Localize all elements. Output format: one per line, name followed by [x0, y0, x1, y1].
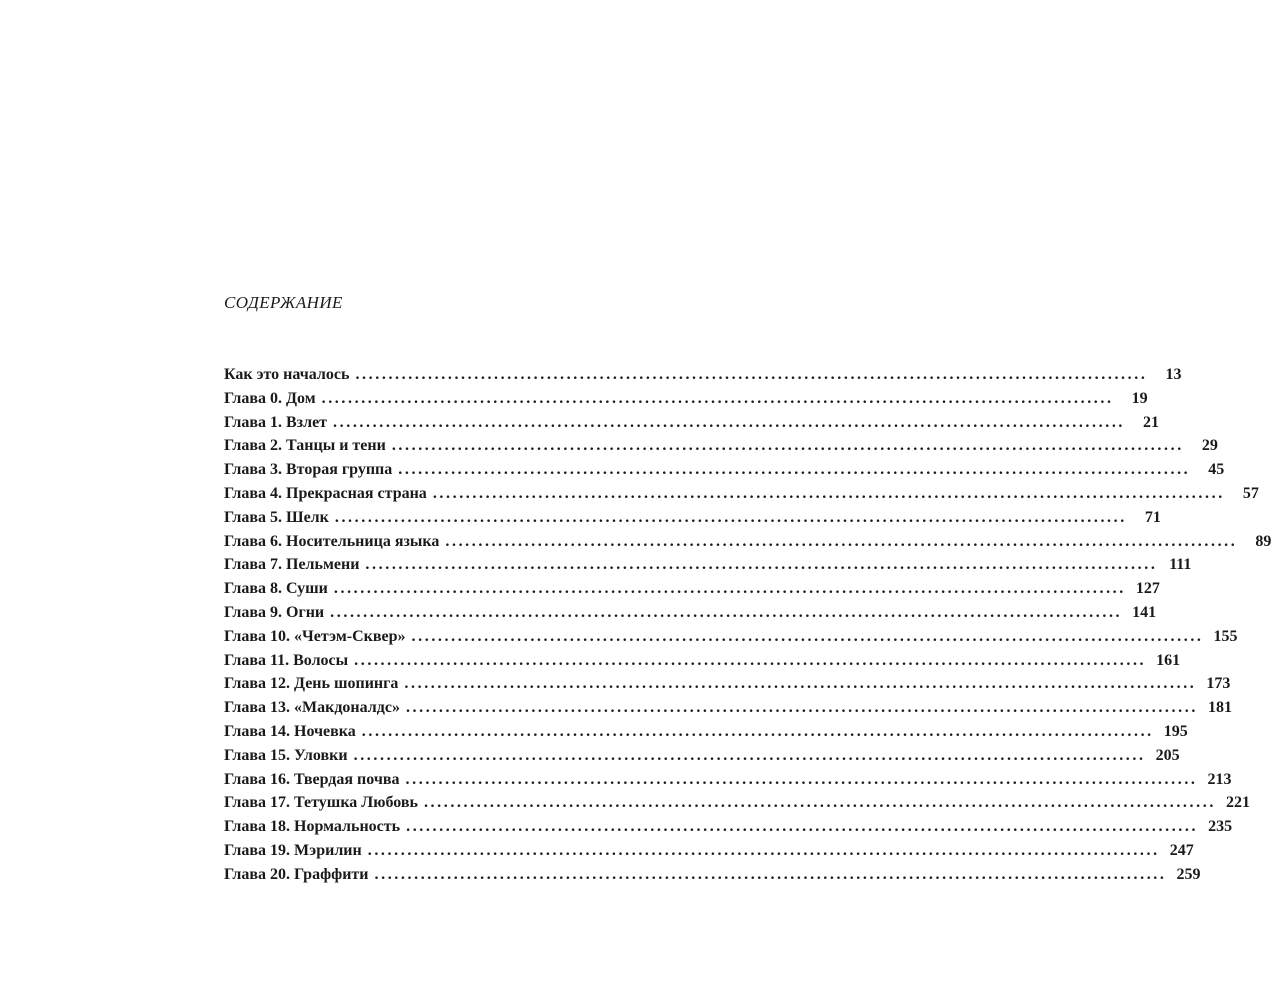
toc-entry — [224, 699, 1232, 723]
toc-entry-title: Глава 6. Носительница языка — [224, 532, 440, 550]
toc-entry-title: Глава 19. Мэрилин — [224, 841, 362, 859]
toc-entry-page: 45 — [1208, 461, 1225, 479]
toc-entry-page: 213 — [1207, 770, 1232, 788]
toc-entry — [224, 580, 1160, 604]
toc-dot-leader: ........................................................................................................................ — [330, 603, 1123, 621]
toc-dot-leader: ........................................................................................................................ — [405, 699, 1198, 717]
toc-heading: СОДЕРЖАНИЕ — [224, 293, 343, 312]
toc-entry-page: 141 — [1132, 603, 1157, 621]
toc-entry — [224, 651, 1181, 676]
toc-dot-leader: ........................................................................................................................ — [398, 461, 1191, 479]
toc-entry-page: 235 — [1208, 818, 1233, 836]
toc-dot-leader: ........................................................................................................................ — [404, 675, 1197, 693]
toc-entry-title: Глава 14. Ночевка — [224, 722, 356, 740]
toc-dot-leader: ........................................................................................................................ — [374, 865, 1167, 883]
toc-entry — [224, 437, 1218, 461]
table-of-contents — [224, 366, 1271, 890]
toc-dot-leader: ........................................................................................................................ — [353, 746, 1146, 764]
toc-entry-page: 89 — [1255, 532, 1271, 550]
toc-dot-leader: ........................................................................................................................ — [333, 413, 1126, 431]
toc-entry-title: Глава 17. Тетушка Любовь — [224, 794, 418, 812]
toc-entry-title: Как это началось — [224, 366, 350, 383]
toc-entry-page: 57 — [1242, 484, 1259, 502]
toc-entry — [224, 389, 1148, 414]
toc-entry-page: 161 — [1156, 651, 1181, 669]
toc-entry-title: Глава 18. Нормальность — [224, 818, 401, 836]
toc-dot-leader: ........................................................................................................................ — [423, 794, 1216, 812]
toc-entry — [224, 770, 1232, 795]
toc-entry — [224, 484, 1259, 509]
toc-entry — [224, 841, 1194, 866]
toc-entry-title: Глава 13. «Макдоналдс» — [224, 699, 400, 717]
toc-dot-leader: ........................................................................................................................ — [355, 366, 1148, 383]
toc-dot-leader: ........................................................................................................................ — [365, 556, 1158, 574]
toc-entry-title: Глава 5. Шелк — [224, 508, 329, 526]
toc-entry-title: Глава 1. Взлет — [224, 413, 328, 431]
toc-entry-page: 127 — [1135, 580, 1160, 598]
toc-entry — [224, 794, 1250, 818]
toc-entry — [224, 627, 1238, 652]
toc-entry-page: 155 — [1213, 627, 1238, 645]
toc-entry — [224, 556, 1192, 580]
toc-dot-leader: ........................................................................................................................ — [321, 389, 1114, 407]
toc-entry-page: 181 — [1207, 699, 1232, 717]
toc-entry-title: Глава 2. Танцы и тени — [224, 437, 386, 455]
toc-dot-leader: ........................................................................................................................ — [354, 651, 1147, 669]
toc-entry-title: Глава 0. Дом — [224, 389, 316, 407]
toc-dot-leader: ........................................................................................................................ — [333, 580, 1126, 598]
toc-dot-leader: ........................................................................................................................ — [334, 508, 1127, 526]
toc-dot-leader: ........................................................................................................................ — [411, 627, 1204, 645]
toc-entry-title: Глава 12. День шопинга — [224, 675, 399, 693]
toc-entry-title: Глава 3. Вторая группа — [224, 461, 393, 479]
toc-entry-page: 21 — [1143, 413, 1160, 431]
toc-entry — [224, 675, 1231, 699]
toc-entry-title: Глава 11. Волосы — [224, 651, 349, 669]
toc-entry — [224, 746, 1180, 771]
toc-entry-page: 71 — [1144, 508, 1161, 526]
toc-entry-title: Глава 20. Граффити — [224, 865, 369, 883]
toc-entry — [224, 366, 1182, 390]
toc-entry-page: 111 — [1169, 556, 1192, 574]
toc-entry — [224, 603, 1157, 628]
toc-entry — [224, 532, 1271, 557]
toc-dot-leader: ........................................................................................................................ — [405, 770, 1198, 788]
toc-dot-leader: ........................................................................................................................ — [406, 818, 1199, 836]
toc-entry-title: Глава 8. Суши — [224, 580, 328, 598]
toc-entry-page: 19 — [1131, 389, 1148, 407]
toc-entry-title: Глава 7. Пельмени — [224, 556, 360, 574]
toc-dot-leader: ........................................................................................................................ — [361, 722, 1154, 740]
toc-entry-title: Глава 10. «Четэм-Сквер» — [224, 627, 406, 645]
toc-entry-title: Глава 9. Огни — [224, 603, 325, 621]
toc-dot-leader: ........................................................................................................................ — [432, 484, 1225, 502]
toc-entry-page: 13 — [1165, 366, 1182, 383]
toc-entry — [224, 865, 1201, 890]
toc-dot-leader: ........................................................................................................................ — [445, 532, 1238, 550]
toc-entry-page: 29 — [1201, 437, 1218, 455]
toc-entry — [224, 818, 1233, 842]
toc-entry-title: Глава 15. Уловки — [224, 746, 348, 764]
toc-entry — [224, 722, 1188, 747]
toc-dot-leader: ........................................................................................................................ — [391, 437, 1184, 455]
toc-entry-title: Глава 16. Твердая почва — [224, 770, 400, 788]
toc-entry — [224, 508, 1161, 533]
toc-entry-page: 221 — [1225, 794, 1250, 812]
toc-entry-page: 247 — [1169, 841, 1194, 859]
toc-entry — [224, 413, 1160, 438]
toc-dot-leader: ........................................................................................................................ — [367, 841, 1160, 859]
toc-entry-title: Глава 4. Прекрасная страна — [224, 484, 427, 502]
toc-entry — [224, 461, 1225, 485]
toc-entry-page: 195 — [1163, 722, 1188, 740]
toc-entry-page: 173 — [1206, 675, 1231, 693]
toc-entry-page: 259 — [1176, 865, 1201, 883]
toc-entry-page: 205 — [1155, 746, 1180, 764]
